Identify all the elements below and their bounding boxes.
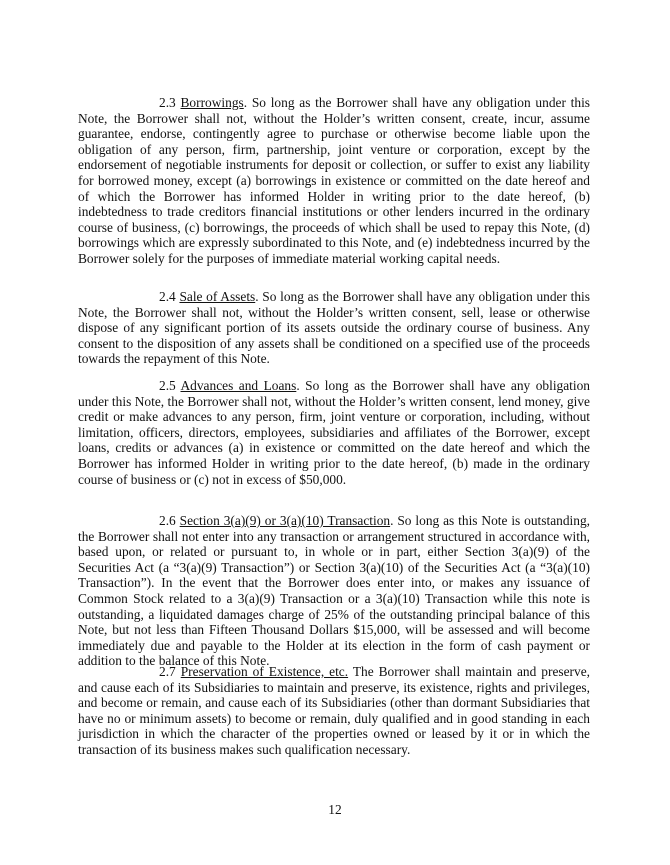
section-body: So long as the Borrower shall have any obligation under this Note, the Borrower shall not, without the Holder’s written consent, sell, lease or otherwise dispose of any significant portion of its assets outside the ordinary course of business. Any consent to the disposition of any assets shall be conditioned on a specified use of the proceeds towards the repayment of this Note.	[78, 289, 590, 367]
section-body: The Borrower shall maintain and preserve, and cause each of its Subsidiaries to maintain and preserve, its existence, rights and privileges, and become or remain, and cause each of its Subsidiaries (other than dormant Subsidiaries that have no or minimum assets) to become or remain, duly qualified and in good standing in each jurisdiction in which the character of the properties owned or leased by it or in which the transaction of its business makes such qualification necessary.	[78, 664, 590, 757]
section-2-4-paragraph	[78, 289, 590, 367]
heading-punctuation: .	[390, 513, 398, 528]
section-heading: Borrowings	[180, 95, 244, 110]
section-number: 2.4	[159, 289, 176, 304]
section-number: 2.6	[159, 513, 176, 528]
section-heading: Advances and Loans	[180, 378, 297, 393]
section-2-6-paragraph	[78, 513, 590, 669]
section-heading: Section 3(a)(9) or 3(a)(10) Transaction	[179, 513, 391, 528]
section-number: 2.7	[159, 664, 176, 679]
section-body: So long as this Note is outstanding, the Borrower shall not enter into any transaction or arrangement structured in accordance with, based upon, or related or pursuant to, in whole or in part, either Section 3(a)(9) of the Securities Act (a “3(a)(9) Transaction”) or Section 3(a)(10) of the Securities Act (a “3(a)(10) Transaction”). In the event that the Borrower does enter into, or makes any issuance of Common Stock related to a 3(a)(9) Transaction or a 3(a)(10) Transaction while this note is outstanding, a liquidated damages charge of 25% of the outstanding principal balance of this Note, but not less than Fifteen Thousand Dollars $15,000, will be assessed and will become immediately due and payable to the Holder at its election in the form of cash payment or addition to the balance of this Note.	[78, 513, 590, 669]
section-heading: Preservation of Existence, etc.	[180, 664, 349, 679]
section-number: 2.5	[159, 378, 176, 393]
section-2-7-paragraph	[78, 664, 590, 758]
heading-punctuation: .	[255, 289, 263, 304]
section-heading: Sale of Assets	[179, 289, 256, 304]
page-number: 12	[328, 802, 342, 817]
section-body: So long as the Borrower shall have any obligation under this Note, the Borrower shall not, without the Holder’s written consent, lend money, give credit or make advances to any person, firm, joint venture or corporation, including, without limitation, officers, directors, employees, subsidiaries and affiliates of the Borrower, except loans, credits or advances (a) in existence or committed on the date hereof and which the Borrower has informed Holder in writing prior to the date hereof, (b) made in the ordinary course of business or (c) not in excess of $50,000.	[78, 378, 591, 487]
section-body: So long as the Borrower shall have any obligation under this Note, the Borrower shall not, without the Holder’s written consent, create, incur, assume guarantee, endorse, contingently agree to purchase or otherwise become liable upon the obligation of any person, firm, partnership, joint venture or corporation, except by the endorsement of negotiable instruments for deposit or collection, or suffer to exist any liability for borrowed money, except (a) borrowings in existence or committed on the date hereof and of which the Borrower has informed Holder in writing prior to the date hereof, (b) indebtedness to trade creditors financial institutions or other lenders incurred in the ordinary course of business, (c) borrowings, the proceeds of which shall be used to repay this Note, (d) borrowings which are expressly subordinated to this Note, and (e) indebtedness incurred by the Borrower solely for the purposes of immediate material working capital needs.	[78, 95, 590, 266]
section-2-5-paragraph	[78, 378, 590, 487]
section-2-3-paragraph	[78, 95, 590, 267]
heading-punctuation: .	[243, 95, 252, 110]
section-number: 2.3	[159, 95, 176, 110]
heading-punctuation: .	[296, 378, 306, 393]
